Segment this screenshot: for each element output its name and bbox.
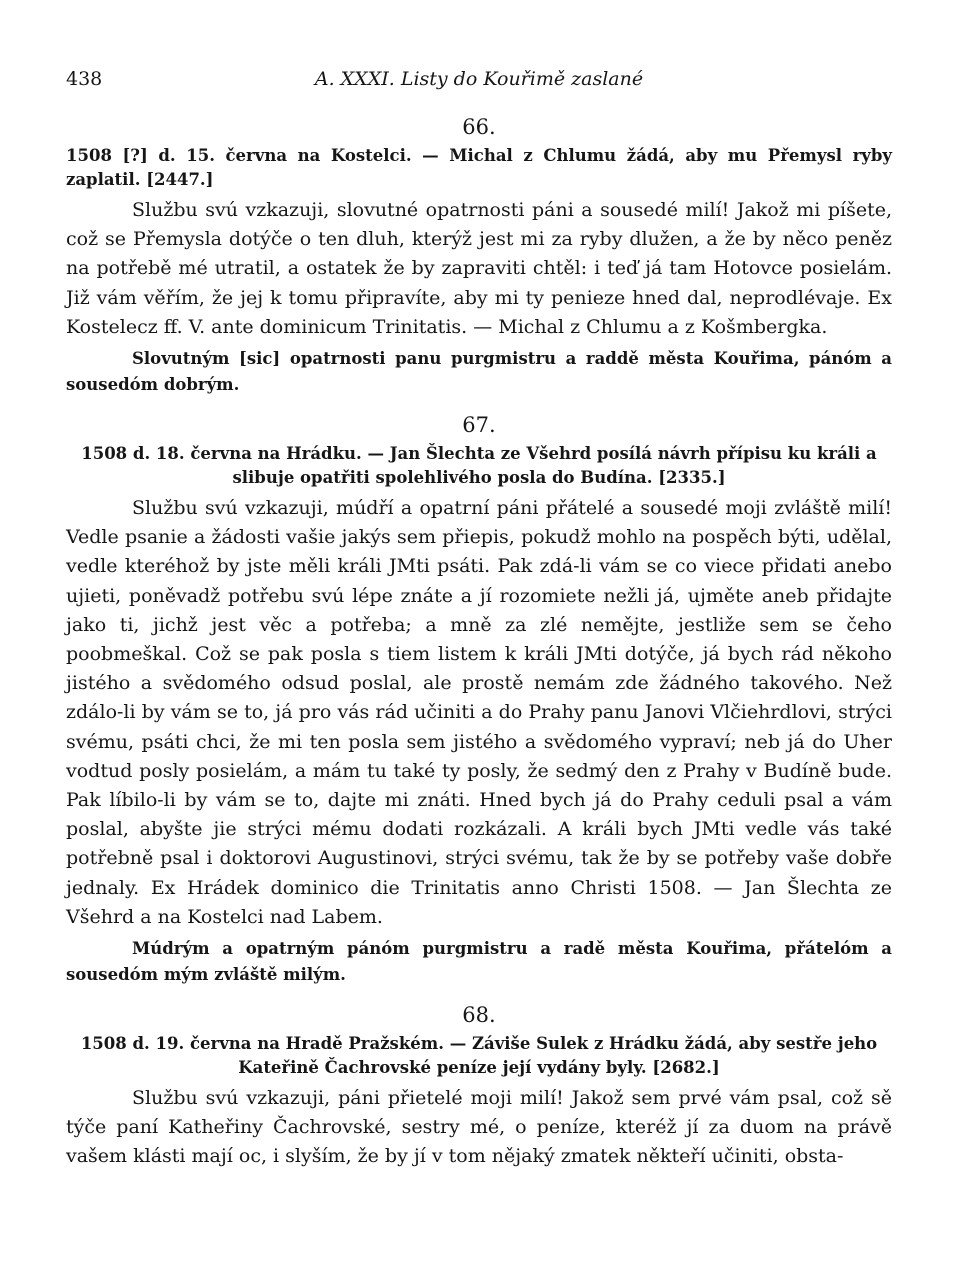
letter-headnote: 1508 [?] d. 15. června na Kostelci. — Michal z Chlumu žádá, aby mu Přemysl ryby zaplatil. [2447.]	[66, 146, 892, 189]
letter-address: Múdrým a opatrným pánóm purgmistru a radě města Kouřima, přátelóm a sousedóm mým zvláště milým.	[66, 939, 892, 985]
letter-number: 67.	[462, 413, 496, 438]
page-number: 438	[66, 68, 103, 90]
letter-68	[66, 1002, 892, 1172]
letter-66	[66, 114, 892, 398]
letter-headnote: 1508 d. 19. června na Hradě Pražském. — Záviše Sulek z Hrádku žádá, aby sestře jeho Kateřině Čachrovské peníze její vydány byly. [2682.]	[80, 1034, 878, 1078]
letter-headnote: 1508 d. 18. června na Hrádku. — Jan Šlechta ze Všehrd posílá návrh přípisu ku králi a slibuje opatřiti spolehlivého posla do Budína. [2335.]	[81, 444, 877, 488]
letter-body: Službu svú vzkazuji, múdří a opatrní páni přátelé a sousedé moji zvláště milí! Vedle psanie a žádosti vašie jakýs sem přiepis, pokudž mohlo na pospěch býti, udělal, vedle kteréhož by jste měli králi JMti psáti. Pak zdá-li vám se co viece přidati anebo ujieti, poněvadž potřebu svú lépe znáte a jí rozomiete nežli já, ujměte aneb přidajte jako ti, jichž jest věc a potřeba; a mně za zlé nemějte, jestliže sem se čeho poobmeškal. Což se pak posla s tiem listem k králi JMti dotýče, já bych rád někoho jistého a svědomého odsud poslal, ale prostě nemám zde žádného takového. Než zdálo-li by vám se to, já pro vás rád učiniti a do Prahy panu Janovi Vlčiehrdlovi, strýci svému, psáti chci, že mi ten posla sem jistého a svědomého vypraví; neb já do Uher vodtud posly posielám, a mám tu také ty posly, že sedmý den z Prahy v Budíně bude. Pak líbilo-li by vám se to, dajte mi znáti. Hned bych já do Prahy ceduli psal a vám poslal, abyšte jie strýci mému dodati rozkázali. A králi bych JMti vedle vás také potřebně psal i doktorovi Augustinovi, strýci svému, tak že by se potřeby vaše dobře jednaly. Ex Hrádek dominico die Trinitatis anno Christi 1508. — Jan Šlechta ze Všehrd a na Kostelci nad Labem.	[66, 497, 892, 928]
letter-address: Slovutným [sic] opatrnosti panu purgmistru a raddě města Kouřima, pánóm a sousedóm dobrým.	[66, 349, 892, 395]
letter-number: 68.	[462, 1003, 496, 1028]
letter-number: 66.	[462, 115, 496, 139]
letter-body: Službu svú vzkazuji, páni přietelé moji milí! Jakož sem prvé vám psal, což sě týče paní Katheřiny Čachrovské, sestry mé, o peníze, kteréž jí za duom na právě vašem klásti mají oc, i slyším, že by jí v tom nějaký zmatek někteří učiniti, obsta-	[66, 1087, 892, 1168]
page-header	[66, 60, 892, 100]
letter-67	[66, 412, 892, 988]
letter-body: Službu svú vzkazuji, slovutné opatrnosti páni a sousedé milí! Jakož mi píšete, což se Přemysla dotýče o ten dluh, kterýž jest mi za ryby dlužen, a že by něco peněz na potřebě mé utratil, a ostatek že by zapraviti chtěl: i teď já tam Hotovce posielám. Již vám věřím, že jej k tomu připravíte, aby mi ty penieze hned dal, neprodlévaje. Ex Kostelecz ff. V. ante dominicum Trinitatis. — Michal z Chlumu a z Košmbergka.	[66, 199, 892, 338]
document-page	[66, 60, 892, 1172]
running-head: A. XXXI. Listy do Kouřimě zaslané	[314, 68, 644, 90]
